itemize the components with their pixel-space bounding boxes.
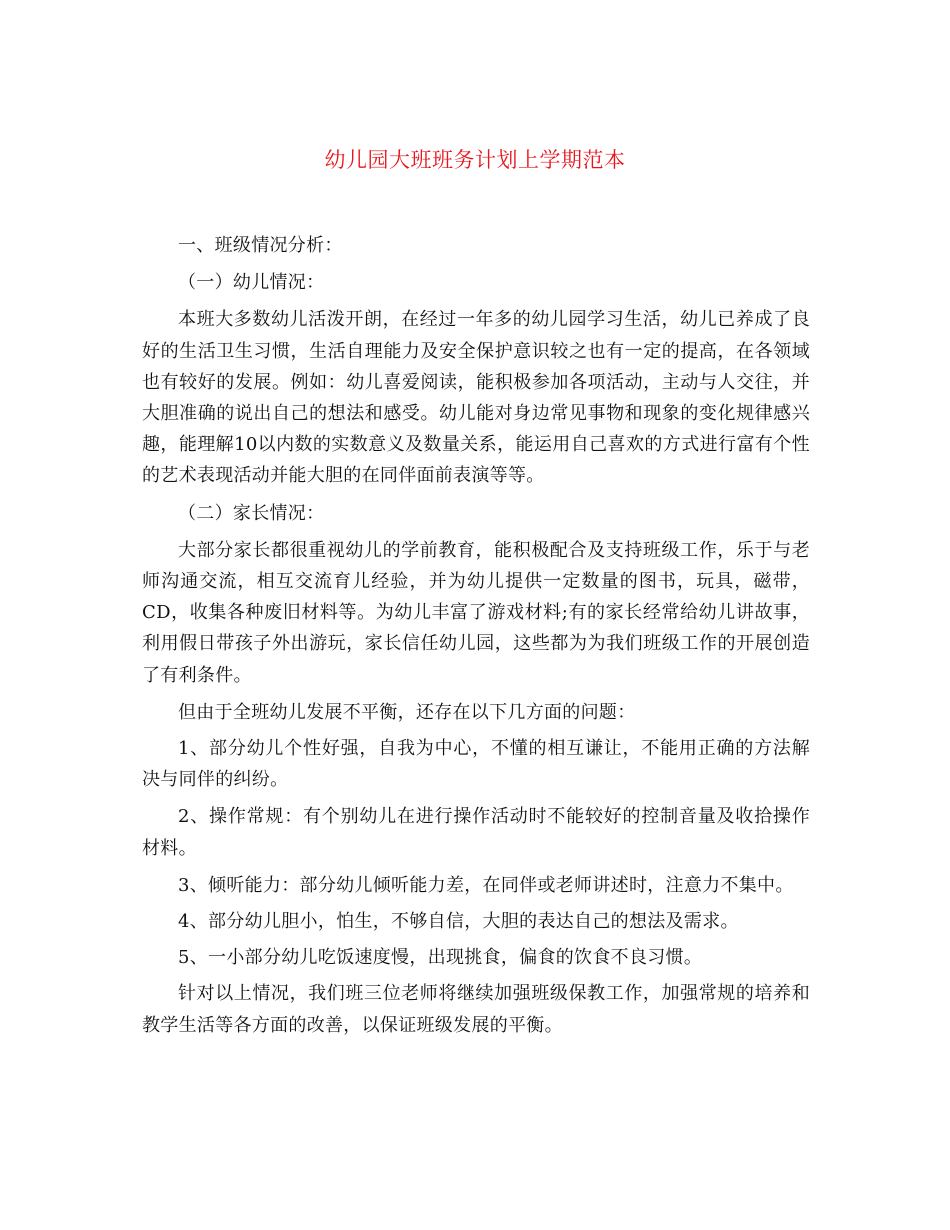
problem-item-4: 4、部分幼儿胆小，怕生，不够自信，大胆的表达自己的想法及需求。	[178, 911, 739, 933]
section-heading-class-analysis: 一、班级情况分析：	[178, 235, 343, 256]
subsection-heading-children: （一）幼儿情况：	[178, 272, 325, 294]
problem-item-3: 3、倾听能力：部分幼儿倾听能力差，在同伴或老师讲述时，注意力不集中。	[178, 874, 794, 896]
paragraph-conclusion: 针对以上情况，我们班三位老师将继续加强班级保教工作，加强常规的培养和教学生活等各方面的改善，以保证班级发展的平衡。	[142, 983, 810, 1036]
paragraph-parents-situation: 大部分家长都很重视幼儿的学前教育，能积极配合及支持班级工作，乐于与老师沟通交流，相互交流育儿经验，并为幼儿提供一定数量的图书，玩具，磁带，CD，收集各种废旧材料等。为幼儿丰富了游戏材料;有的家长经常给幼儿讲故事，利用假日带孩子外出游玩，家长信任幼儿园，这些都为为我们班级工作的开展创造了有利条件。	[142, 539, 810, 686]
problem-item-5: 5、一小部分幼儿吃饭速度慢，出现挑食，偏食的饮食不良习惯。	[178, 947, 703, 969]
document-title: 幼儿园大班班务计划上学期范本	[324, 148, 626, 172]
problem-item-1: 1、部分幼儿个性好强，自我为中心，不懂的相互谦让，不能用正确的方法解决与同伴的纠纷。	[142, 738, 810, 791]
paragraph-children-situation: 本班大多数幼儿活泼开朗，在经过一年多的幼儿园学习生活，幼儿已养成了良好的生活卫生习惯，生活自理能力及安全保护意识较之也有一定的提高，在各领域也有较好的发展。例如：幼儿喜爱阅读，能积极参加各项活动，主动与人交往，并大胆准确的说出自己的想法和感受。幼儿能对身边常见事物和现象的变化规律感兴趣，能理解10以内数的实数意义及数量关系，能运用自己喜欢的方式进行富有个性的艺术表现活动并能大胆的在同伴面前表演等等。	[142, 309, 810, 487]
problem-item-2: 2、操作常规：有个别幼儿在进行操作活动时不能较好的控制音量及收拾操作材料。	[142, 806, 810, 859]
paragraph-problems-intro: 但由于全班幼儿发展不平衡，还存在以下几方面的问题：	[178, 701, 636, 723]
subsection-heading-parents: （二）家长情况：	[178, 502, 325, 524]
document-body	[142, 230, 810, 1047]
